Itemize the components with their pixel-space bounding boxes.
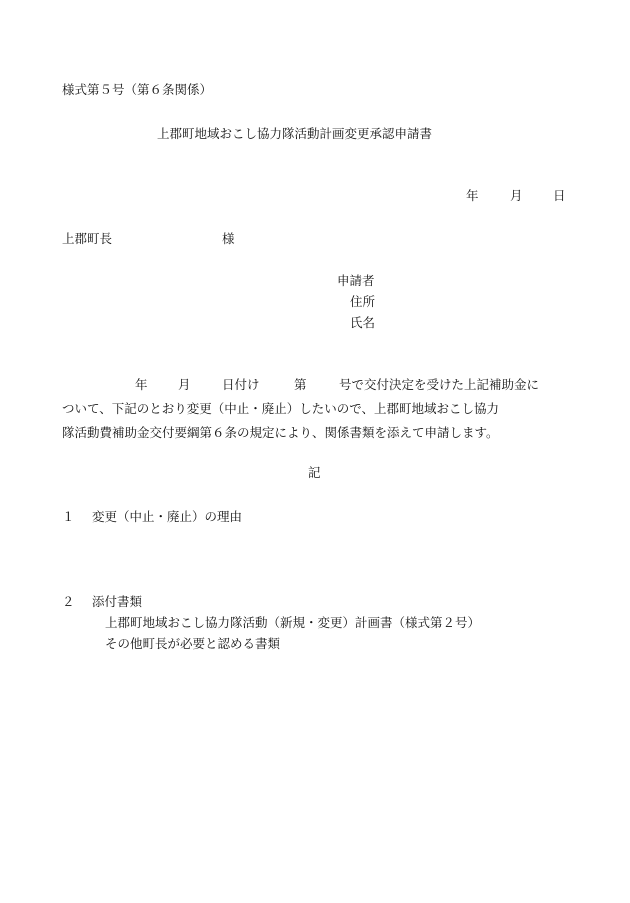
applicant-name-label: 氏名	[350, 315, 376, 330]
item-label: 変更（中止・廃止）の理由	[92, 509, 243, 524]
date-year: 年	[466, 188, 479, 203]
date-day: 日	[553, 188, 566, 203]
body-blank-year: 年	[135, 377, 148, 392]
form-number: 様式第５号（第６条関係）	[62, 82, 213, 97]
item-number: ２	[62, 594, 75, 609]
addressee-name: 上郡町長	[62, 231, 113, 246]
body-line2: ついて、下記のとおり変更（中止・廃止）したいので、上郡町地域おこし協力	[62, 401, 500, 416]
applicant-label: 申請者	[337, 273, 375, 288]
attachment-item: 上郡町地域おこし協力隊活動（新規・変更）計画書（様式第２号）	[105, 615, 481, 630]
body-blank-number: 第	[294, 377, 307, 392]
applicant-address-label: 住所	[350, 294, 376, 309]
item-label: 添付書類	[92, 594, 143, 609]
addressee-honorific: 様	[222, 231, 235, 246]
body-line3: 隊活動費補助金交付要綱第６条の規定により、関係書類を添えて申請します。	[62, 425, 499, 440]
body-line1-tail: 号で交付決定を受けた上記補助金に	[339, 377, 540, 392]
body-blank-month: 月	[178, 377, 191, 392]
document-title: 上郡町地域おこし協力隊活動計画変更承認申請書	[157, 126, 433, 141]
date-month: 月	[510, 188, 523, 203]
ki-label: 記	[308, 465, 321, 480]
item-number: １	[62, 509, 75, 524]
attachment-item: その他町長が必要と認める書類	[105, 636, 281, 651]
body-blank-day: 日付け	[222, 377, 260, 392]
